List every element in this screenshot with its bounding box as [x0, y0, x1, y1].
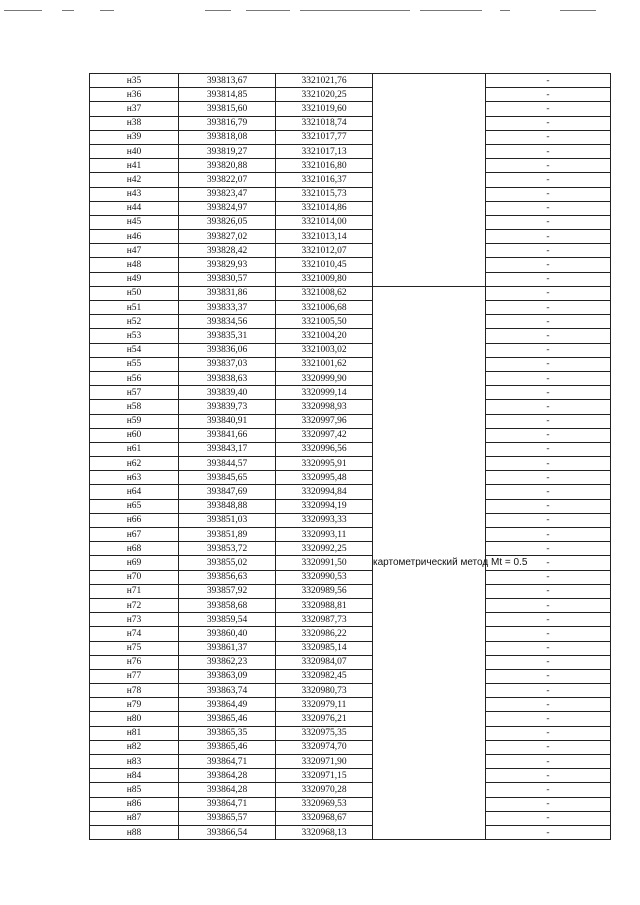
table-row — [90, 811, 611, 825]
x-coordinate-cell: 393839,73 — [179, 400, 276, 414]
point-name-cell: н37 — [90, 102, 179, 116]
x-coordinate-cell: 393848,88 — [179, 499, 276, 513]
note-cell: - — [486, 755, 611, 769]
point-name-cell: н42 — [90, 173, 179, 187]
x-coordinate-cell: 393864,71 — [179, 755, 276, 769]
y-coordinate-cell: 3320971,15 — [276, 769, 373, 783]
note-cell: - — [486, 102, 611, 116]
note-cell: - — [486, 627, 611, 641]
x-coordinate-cell: 393865,35 — [179, 726, 276, 740]
x-coordinate-cell: 393855,02 — [179, 556, 276, 570]
y-coordinate-cell: 3320975,35 — [276, 726, 373, 740]
note-cell: - — [486, 584, 611, 598]
note-cell: - — [486, 769, 611, 783]
table-row — [90, 414, 611, 428]
x-coordinate-cell: 393859,54 — [179, 613, 276, 627]
point-name-cell: н75 — [90, 641, 179, 655]
note-cell: - — [486, 201, 611, 215]
note-cell: - — [486, 414, 611, 428]
x-coordinate-cell: 393865,57 — [179, 811, 276, 825]
point-name-cell: н63 — [90, 471, 179, 485]
y-coordinate-cell: 3321019,60 — [276, 102, 373, 116]
note-cell: - — [486, 343, 611, 357]
x-coordinate-cell: 393822,07 — [179, 173, 276, 187]
x-coordinate-cell: 393814,85 — [179, 88, 276, 102]
x-coordinate-cell: 393864,71 — [179, 797, 276, 811]
point-name-cell: н35 — [90, 74, 179, 88]
y-coordinate-cell: 3320982,45 — [276, 669, 373, 683]
table-row — [90, 485, 611, 499]
note-cell: - — [486, 811, 611, 825]
y-coordinate-cell: 3320998,93 — [276, 400, 373, 414]
table-row — [90, 655, 611, 669]
note-cell: - — [486, 258, 611, 272]
x-coordinate-cell: 393843,17 — [179, 442, 276, 456]
coordinates-table-body — [90, 74, 611, 840]
y-coordinate-cell: 3320993,11 — [276, 528, 373, 542]
note-cell: - — [486, 286, 611, 300]
note-cell: - — [486, 386, 611, 400]
y-coordinate-cell: 3320999,14 — [276, 386, 373, 400]
y-coordinate-cell: 3320980,73 — [276, 684, 373, 698]
table-row — [90, 371, 611, 385]
note-cell: - — [486, 116, 611, 130]
y-coordinate-cell: 3321021,76 — [276, 74, 373, 88]
note-cell: - — [486, 528, 611, 542]
y-coordinate-cell: 3321016,37 — [276, 173, 373, 187]
y-coordinate-cell: 3320971,90 — [276, 755, 373, 769]
table-row — [90, 712, 611, 726]
point-name-cell: н62 — [90, 457, 179, 471]
point-name-cell: н68 — [90, 542, 179, 556]
y-coordinate-cell: 3321010,45 — [276, 258, 373, 272]
point-name-cell: н58 — [90, 400, 179, 414]
point-name-cell: н77 — [90, 669, 179, 683]
y-coordinate-cell: 3320974,70 — [276, 740, 373, 754]
note-cell: - — [486, 315, 611, 329]
y-coordinate-cell: 3320997,96 — [276, 414, 373, 428]
y-coordinate-cell: 3321005,50 — [276, 315, 373, 329]
x-coordinate-cell: 393813,67 — [179, 74, 276, 88]
x-coordinate-cell: 393826,05 — [179, 215, 276, 229]
y-coordinate-cell: 3320997,42 — [276, 428, 373, 442]
note-cell: - — [486, 442, 611, 456]
point-name-cell: н54 — [90, 343, 179, 357]
table-row — [90, 386, 611, 400]
table-row — [90, 400, 611, 414]
y-coordinate-cell: 3321017,13 — [276, 144, 373, 158]
table-row — [90, 542, 611, 556]
x-coordinate-cell: 393829,93 — [179, 258, 276, 272]
y-coordinate-cell: 3320995,48 — [276, 471, 373, 485]
note-cell: - — [486, 740, 611, 754]
y-coordinate-cell: 3321013,14 — [276, 230, 373, 244]
point-name-cell: н70 — [90, 570, 179, 584]
point-name-cell: н84 — [90, 769, 179, 783]
note-cell: - — [486, 556, 611, 570]
x-coordinate-cell: 393835,31 — [179, 329, 276, 343]
table-row — [90, 471, 611, 485]
point-name-cell: н64 — [90, 485, 179, 499]
note-cell: - — [486, 797, 611, 811]
table-row — [90, 88, 611, 102]
point-name-cell: н71 — [90, 584, 179, 598]
x-coordinate-cell: 393815,60 — [179, 102, 276, 116]
y-coordinate-cell: 3320969,53 — [276, 797, 373, 811]
x-coordinate-cell: 393844,57 — [179, 457, 276, 471]
point-name-cell: н88 — [90, 825, 179, 839]
x-coordinate-cell: 393857,92 — [179, 584, 276, 598]
x-coordinate-cell: 393863,74 — [179, 684, 276, 698]
note-cell: - — [486, 669, 611, 683]
point-name-cell: н81 — [90, 726, 179, 740]
note-cell: - — [486, 301, 611, 315]
table-row — [90, 159, 611, 173]
table-row — [90, 783, 611, 797]
y-coordinate-cell: 3320968,13 — [276, 825, 373, 839]
y-coordinate-cell: 3321014,86 — [276, 201, 373, 215]
y-coordinate-cell: 3321003,02 — [276, 343, 373, 357]
note-cell: - — [486, 655, 611, 669]
point-name-cell: н56 — [90, 371, 179, 385]
point-name-cell: н51 — [90, 301, 179, 315]
table-row — [90, 825, 611, 839]
note-cell: - — [486, 159, 611, 173]
table-row — [90, 570, 611, 584]
coordinates-table — [89, 73, 611, 840]
point-name-cell: н65 — [90, 499, 179, 513]
table-row — [90, 684, 611, 698]
y-coordinate-cell: 3320984,07 — [276, 655, 373, 669]
table-row — [90, 556, 611, 570]
note-cell: - — [486, 130, 611, 144]
table-row — [90, 755, 611, 769]
x-coordinate-cell: 393819,27 — [179, 144, 276, 158]
table-row — [90, 329, 611, 343]
point-name-cell: н86 — [90, 797, 179, 811]
x-coordinate-cell: 393837,03 — [179, 357, 276, 371]
x-coordinate-cell: 393856,63 — [179, 570, 276, 584]
y-coordinate-cell: 3320992,25 — [276, 542, 373, 556]
x-coordinate-cell: 393866,54 — [179, 825, 276, 839]
x-coordinate-cell: 393838,63 — [179, 371, 276, 385]
point-name-cell: н78 — [90, 684, 179, 698]
note-cell: - — [486, 215, 611, 229]
table-row — [90, 698, 611, 712]
table-row — [90, 598, 611, 612]
x-coordinate-cell: 393830,57 — [179, 272, 276, 286]
x-coordinate-cell: 393853,72 — [179, 542, 276, 556]
note-cell: - — [486, 485, 611, 499]
point-name-cell: н44 — [90, 201, 179, 215]
y-coordinate-cell: 3320990,53 — [276, 570, 373, 584]
table-row — [90, 230, 611, 244]
y-coordinate-cell: 3320989,56 — [276, 584, 373, 598]
table-row — [90, 286, 611, 300]
y-coordinate-cell: 3320979,11 — [276, 698, 373, 712]
x-coordinate-cell: 393824,97 — [179, 201, 276, 215]
x-coordinate-cell: 393833,37 — [179, 301, 276, 315]
table-row — [90, 726, 611, 740]
y-coordinate-cell: 3320968,67 — [276, 811, 373, 825]
table-row — [90, 669, 611, 683]
x-coordinate-cell: 393861,37 — [179, 641, 276, 655]
point-name-cell: н76 — [90, 655, 179, 669]
x-coordinate-cell: 393831,86 — [179, 286, 276, 300]
note-cell: - — [486, 74, 611, 88]
x-coordinate-cell: 393858,68 — [179, 598, 276, 612]
x-coordinate-cell: 393865,46 — [179, 712, 276, 726]
note-cell: - — [486, 613, 611, 627]
table-row — [90, 797, 611, 811]
table-row — [90, 173, 611, 187]
y-coordinate-cell: 3320985,14 — [276, 641, 373, 655]
x-coordinate-cell: 393841,66 — [179, 428, 276, 442]
note-cell: - — [486, 684, 611, 698]
note-cell: - — [486, 173, 611, 187]
y-coordinate-cell: 3320986,22 — [276, 627, 373, 641]
note-cell: - — [486, 329, 611, 343]
table-row — [90, 144, 611, 158]
point-name-cell: н41 — [90, 159, 179, 173]
table-row — [90, 442, 611, 456]
point-name-cell: н79 — [90, 698, 179, 712]
point-name-cell: н57 — [90, 386, 179, 400]
y-coordinate-cell: 3321009,80 — [276, 272, 373, 286]
table-row — [90, 272, 611, 286]
x-coordinate-cell: 393851,03 — [179, 513, 276, 527]
y-coordinate-cell: 3320970,28 — [276, 783, 373, 797]
point-name-cell: н60 — [90, 428, 179, 442]
x-coordinate-cell: 393839,40 — [179, 386, 276, 400]
point-name-cell: н48 — [90, 258, 179, 272]
note-cell: - — [486, 499, 611, 513]
y-coordinate-cell: 3321014,00 — [276, 215, 373, 229]
point-name-cell: н80 — [90, 712, 179, 726]
table-row — [90, 357, 611, 371]
x-coordinate-cell: 393863,09 — [179, 669, 276, 683]
point-name-cell: н85 — [90, 783, 179, 797]
table-row — [90, 499, 611, 513]
point-name-cell: н43 — [90, 187, 179, 201]
x-coordinate-cell: 393834,56 — [179, 315, 276, 329]
note-cell: - — [486, 570, 611, 584]
x-coordinate-cell: 393818,08 — [179, 130, 276, 144]
table-row — [90, 343, 611, 357]
table-row — [90, 116, 611, 130]
x-coordinate-cell: 393847,69 — [179, 485, 276, 499]
table-row — [90, 528, 611, 542]
point-name-cell: н45 — [90, 215, 179, 229]
table-row — [90, 613, 611, 627]
point-name-cell: н59 — [90, 414, 179, 428]
y-coordinate-cell: 3321012,07 — [276, 244, 373, 258]
point-name-cell: н74 — [90, 627, 179, 641]
method-cell — [373, 74, 486, 287]
x-coordinate-cell: 393828,42 — [179, 244, 276, 258]
note-cell: - — [486, 598, 611, 612]
y-coordinate-cell: 3321018,74 — [276, 116, 373, 130]
scan-top-marks — [0, 0, 640, 20]
table-row — [90, 428, 611, 442]
note-cell: - — [486, 357, 611, 371]
x-coordinate-cell: 393864,28 — [179, 783, 276, 797]
method-cell: картометрический метод Mt = 0.5 — [373, 286, 486, 839]
point-name-cell: н47 — [90, 244, 179, 258]
point-name-cell: н73 — [90, 613, 179, 627]
x-coordinate-cell: 393820,88 — [179, 159, 276, 173]
table-row — [90, 769, 611, 783]
point-name-cell: н46 — [90, 230, 179, 244]
y-coordinate-cell: 3321006,68 — [276, 301, 373, 315]
note-cell: - — [486, 428, 611, 442]
note-cell: - — [486, 272, 611, 286]
note-cell: - — [486, 457, 611, 471]
x-coordinate-cell: 393865,46 — [179, 740, 276, 754]
table-row — [90, 513, 611, 527]
note-cell: - — [486, 400, 611, 414]
note-cell: - — [486, 371, 611, 385]
point-name-cell: н53 — [90, 329, 179, 343]
note-cell: - — [486, 244, 611, 258]
note-cell: - — [486, 698, 611, 712]
y-coordinate-cell: 3320994,19 — [276, 499, 373, 513]
x-coordinate-cell: 393864,49 — [179, 698, 276, 712]
y-coordinate-cell: 3320999,90 — [276, 371, 373, 385]
point-name-cell: н61 — [90, 442, 179, 456]
table-row — [90, 301, 611, 315]
y-coordinate-cell: 3320996,56 — [276, 442, 373, 456]
x-coordinate-cell: 393827,02 — [179, 230, 276, 244]
note-cell: - — [486, 825, 611, 839]
y-coordinate-cell: 3320994,84 — [276, 485, 373, 499]
y-coordinate-cell: 3321016,80 — [276, 159, 373, 173]
table-row — [90, 102, 611, 116]
x-coordinate-cell: 393816,79 — [179, 116, 276, 130]
table-row — [90, 215, 611, 229]
note-cell: - — [486, 187, 611, 201]
point-name-cell: н72 — [90, 598, 179, 612]
table-row — [90, 641, 611, 655]
y-coordinate-cell: 3321020,25 — [276, 88, 373, 102]
note-cell: - — [486, 712, 611, 726]
x-coordinate-cell: 393860,40 — [179, 627, 276, 641]
table-row — [90, 130, 611, 144]
y-coordinate-cell: 3320995,91 — [276, 457, 373, 471]
x-coordinate-cell: 393862,23 — [179, 655, 276, 669]
note-cell: - — [486, 542, 611, 556]
point-name-cell: н49 — [90, 272, 179, 286]
table-row — [90, 457, 611, 471]
table-row — [90, 258, 611, 272]
point-name-cell: н67 — [90, 528, 179, 542]
point-name-cell: н50 — [90, 286, 179, 300]
table-row — [90, 244, 611, 258]
x-coordinate-cell: 393845,65 — [179, 471, 276, 485]
note-cell: - — [486, 230, 611, 244]
table-row — [90, 627, 611, 641]
x-coordinate-cell: 393864,28 — [179, 769, 276, 783]
x-coordinate-cell: 393836,06 — [179, 343, 276, 357]
x-coordinate-cell: 393840,91 — [179, 414, 276, 428]
y-coordinate-cell: 3320993,33 — [276, 513, 373, 527]
y-coordinate-cell: 3321001,62 — [276, 357, 373, 371]
point-name-cell: н69 — [90, 556, 179, 570]
x-coordinate-cell: 393823,47 — [179, 187, 276, 201]
y-coordinate-cell: 3320976,21 — [276, 712, 373, 726]
note-cell: - — [486, 88, 611, 102]
point-name-cell: н83 — [90, 755, 179, 769]
x-coordinate-cell: 393851,89 — [179, 528, 276, 542]
y-coordinate-cell: 3321015,73 — [276, 187, 373, 201]
note-cell: - — [486, 513, 611, 527]
y-coordinate-cell: 3321004,20 — [276, 329, 373, 343]
table-row — [90, 187, 611, 201]
note-cell: - — [486, 641, 611, 655]
point-name-cell: н38 — [90, 116, 179, 130]
point-name-cell: н82 — [90, 740, 179, 754]
point-name-cell: н87 — [90, 811, 179, 825]
y-coordinate-cell: 3321008,62 — [276, 286, 373, 300]
point-name-cell: н55 — [90, 357, 179, 371]
point-name-cell: н39 — [90, 130, 179, 144]
table-row — [90, 201, 611, 215]
point-name-cell: н36 — [90, 88, 179, 102]
y-coordinate-cell: 3321017,77 — [276, 130, 373, 144]
table-row — [90, 74, 611, 88]
point-name-cell: н40 — [90, 144, 179, 158]
y-coordinate-cell: 3320991,50 — [276, 556, 373, 570]
note-cell: - — [486, 726, 611, 740]
table-row — [90, 740, 611, 754]
table-row — [90, 315, 611, 329]
table-row — [90, 584, 611, 598]
note-cell: - — [486, 471, 611, 485]
point-name-cell: н66 — [90, 513, 179, 527]
note-cell: - — [486, 144, 611, 158]
point-name-cell: н52 — [90, 315, 179, 329]
note-cell: - — [486, 783, 611, 797]
y-coordinate-cell: 3320988,81 — [276, 598, 373, 612]
y-coordinate-cell: 3320987,73 — [276, 613, 373, 627]
